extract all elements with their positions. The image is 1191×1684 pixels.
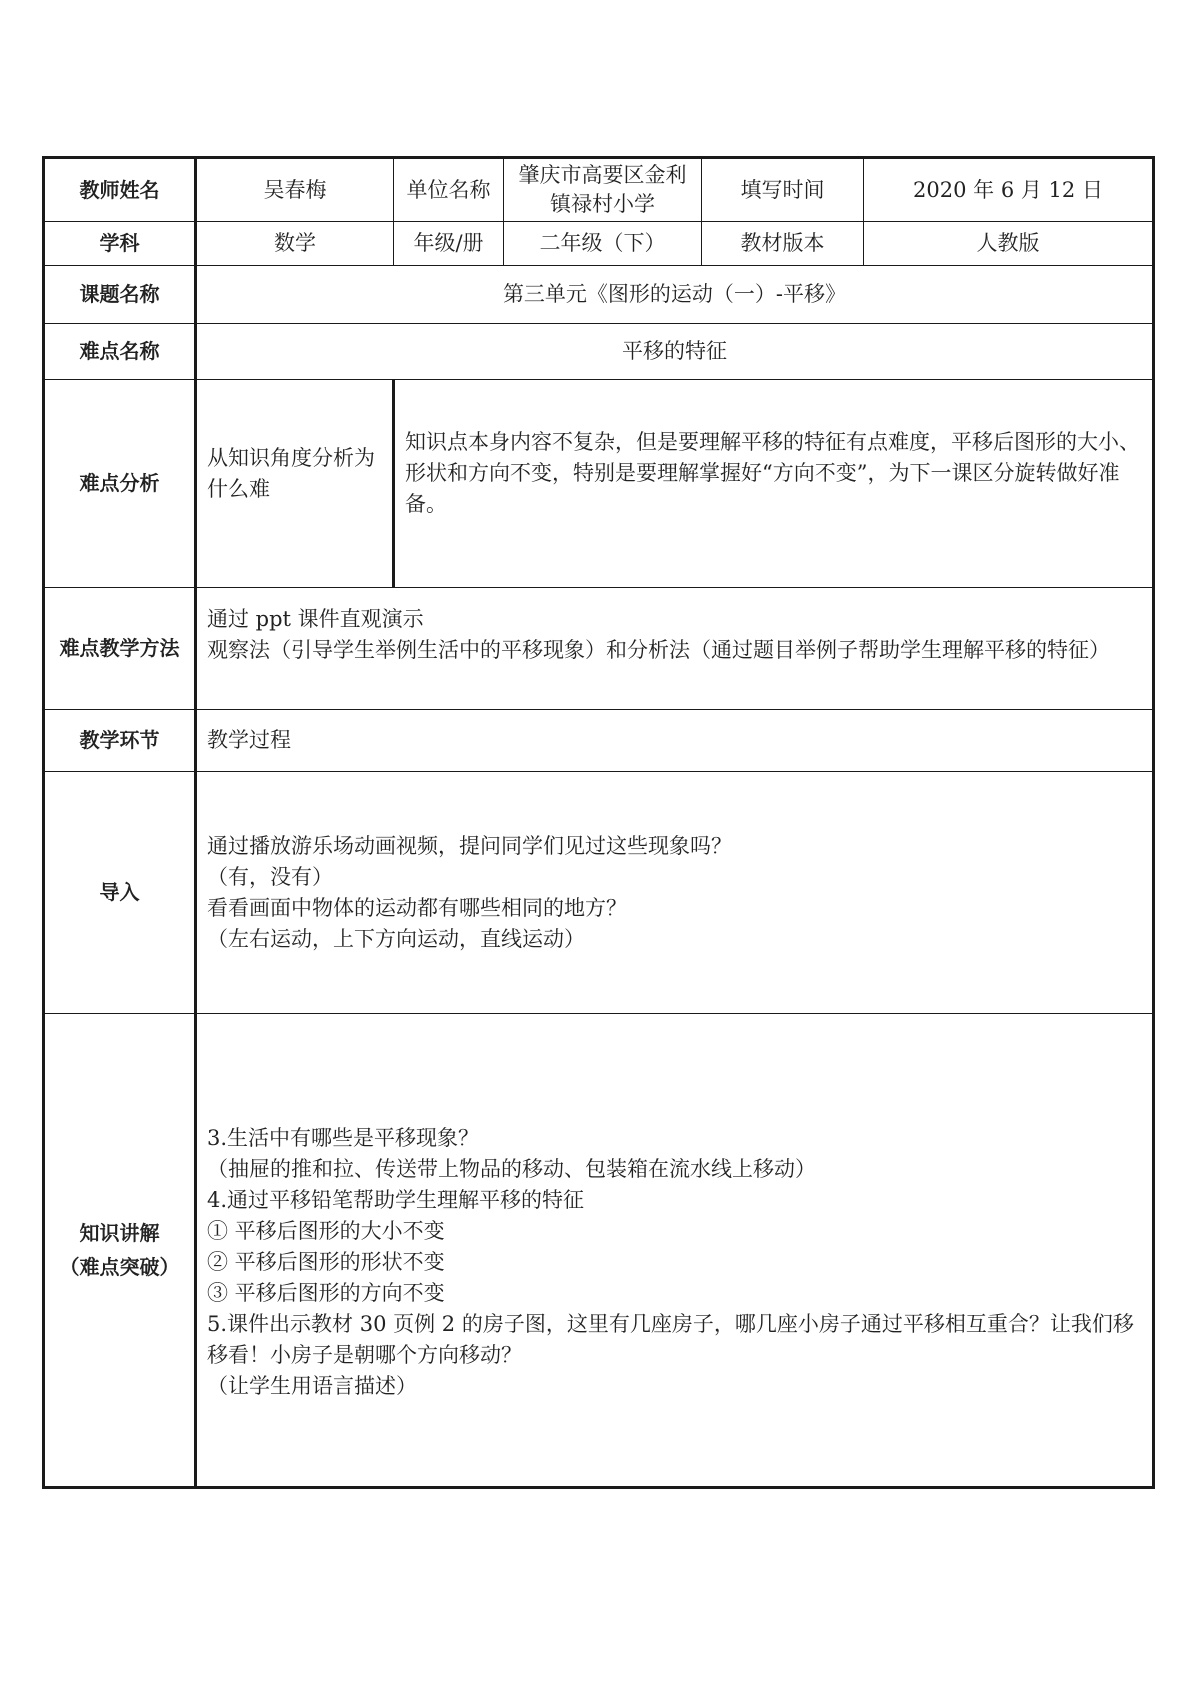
knowledge-line: 3.生活中有哪些是平移现象？ xyxy=(207,1125,480,1150)
teacher-name-value: 吴春梅 xyxy=(196,158,394,222)
difficulty-row xyxy=(44,324,1154,380)
knowledge-line: （让学生用语言描述） xyxy=(207,1373,417,1398)
difficulty-value: 平移的特征 xyxy=(196,324,1154,380)
grade-label: 年级/册 xyxy=(394,222,504,266)
unit-name-label: 单位名称 xyxy=(394,158,504,222)
topic-label: 课题名称 xyxy=(44,266,196,324)
intro-line: （左右运动，上下方向运动，直线运动） xyxy=(207,926,585,951)
header-row-1 xyxy=(44,158,1154,222)
lesson-plan-table xyxy=(42,156,1155,1489)
knowledge-label-line-1: 知识讲解 xyxy=(79,1221,160,1245)
knowledge-line: ① 平移后图形的大小不变 xyxy=(207,1218,445,1243)
unit-name-value: 肇庆市高要区金利镇禄村小学 xyxy=(504,158,702,222)
analysis-row xyxy=(44,380,1154,588)
date-value: 2020 年 6 月 12 日 xyxy=(864,158,1154,222)
intro-content xyxy=(196,772,1154,1014)
intro-label: 导入 xyxy=(44,772,196,1014)
knowledge-line: 5.课件出示教材 30 页例 2 的房子图，这里有几座房子，哪几座小房子通过平移相互重合？让我们移移看！小房子是朝哪个方向移动？ xyxy=(207,1311,1134,1367)
section-header-row xyxy=(44,710,1154,772)
method-label: 难点教学方法 xyxy=(44,588,196,710)
knowledge-label-line-2: （难点突破） xyxy=(59,1255,180,1279)
grade-value: 二年级（下） xyxy=(504,222,702,266)
analysis-label: 难点分析 xyxy=(44,380,196,588)
method-text xyxy=(196,588,1154,710)
knowledge-label xyxy=(44,1014,196,1488)
analysis-sub-label: 从知识角度分析为什么难 xyxy=(196,380,394,588)
intro-line: 看看画面中物体的运动都有哪些相同的地方？ xyxy=(207,895,627,920)
topic-row xyxy=(44,266,1154,324)
section-header-label: 教学环节 xyxy=(44,710,196,772)
method-line-1: 通过 ppt 课件直观演示 xyxy=(207,607,424,631)
date-label: 填写时间 xyxy=(702,158,864,222)
knowledge-row xyxy=(44,1014,1154,1488)
edition-label: 教材版本 xyxy=(702,222,864,266)
intro-line: 通过播放游乐场动画视频，提问同学们见过这些现象吗？ xyxy=(207,833,732,858)
difficulty-label: 难点名称 xyxy=(44,324,196,380)
knowledge-line: ③ 平移后图形的方向不变 xyxy=(207,1280,445,1305)
knowledge-line: ② 平移后图形的形状不变 xyxy=(207,1249,445,1274)
intro-row xyxy=(44,772,1154,1014)
topic-value: 第三单元《图形的运动（一）-平移》 xyxy=(196,266,1154,324)
subject-value: 数学 xyxy=(196,222,394,266)
subject-label: 学科 xyxy=(44,222,196,266)
knowledge-content xyxy=(196,1014,1154,1488)
teacher-name-label: 教师姓名 xyxy=(44,158,196,222)
edition-value: 人教版 xyxy=(864,222,1154,266)
method-row xyxy=(44,588,1154,710)
method-line-2: 观察法（引导学生举例生活中的平移现象）和分析法（通过题目举例子帮助学生理解平移的特征） xyxy=(207,638,1110,662)
knowledge-line: （抽屉的推和拉、传送带上物品的移动、包装箱在流水线上移动） xyxy=(207,1156,816,1181)
analysis-text: 知识点本身内容不复杂，但是要理解平移的特征有点难度，平移后图形的大小、形状和方向不变，特别是要理解掌握好“方向不变”，为下一课区分旋转做好准备。 xyxy=(394,380,1154,588)
section-header-value: 教学过程 xyxy=(196,710,1154,772)
knowledge-line: 4.通过平移铅笔帮助学生理解平移的特征 xyxy=(207,1187,585,1212)
intro-line: （有，没有） xyxy=(207,864,333,889)
header-row-2 xyxy=(44,222,1154,266)
